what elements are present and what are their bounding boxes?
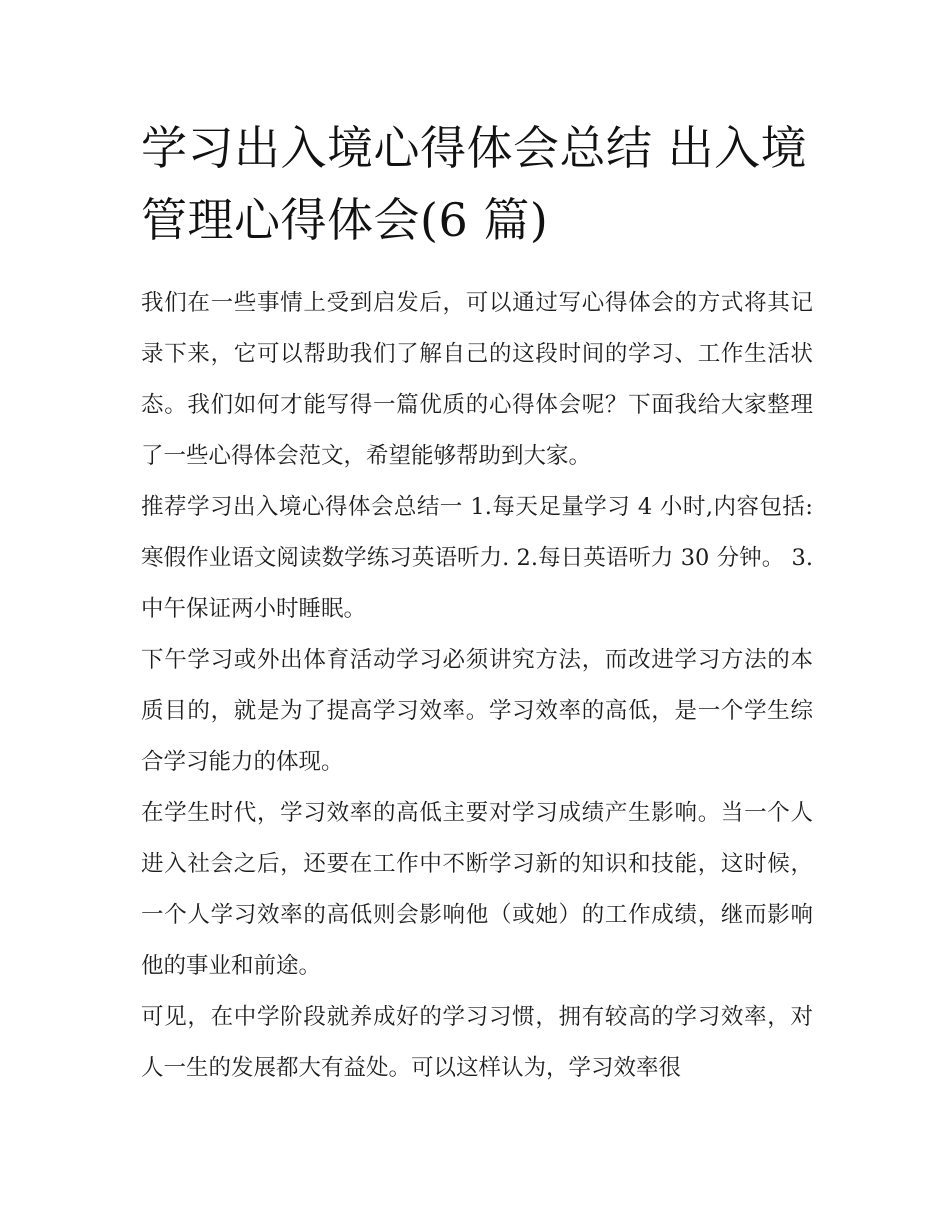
study-efficiency-paragraph: 在学生时代，学习效率的高低主要对学习成绩产生影响。当一个人进入社会之后，还要在工作中不断学习新的知识和技能，这时候，一个人学习效率的高低则会影响他（或她）的工作成绩，继而影响他的事业和前途。 [141,800,813,979]
document-body [141,278,813,1094]
study-plan-paragraph: 推荐学习出入境心得体会总结一 1.每天足量学习 4 小时,内容包括:寒假作业语文阅读数学练习英语听力. 2.每日英语听力 30 分钟。 3.中午保证两小时睡眠。 [141,494,813,622]
study-habits-paragraph: 可见，在中学阶段就养成好的学习习惯，拥有较高的学习效率，对人一生的发展都大有益处。可以这样认为，学习效率很 [141,1004,813,1081]
intro-paragraph: 我们在一些事情上受到启发后，可以通过写心得体会的方式将其记录下来，它可以帮助我们了解自己的这段时间的学习、工作生活状态。我们如何才能写得一篇优质的心得体会呢？下面我给大家整理了一些心得体会范文，希望能够帮助到大家。 [141,290,813,469]
document-title: 学习出入境心得体会总结 出入境管理心得体会(6 篇) [141,121,808,247]
document-content [141,112,813,1094]
study-method-paragraph: 下午学习或外出体育活动学习必须讲究方法，而改进学习方法的本质目的，就是为了提高学习效率。学习效率的高低，是一个学生综合学习能力的体现。 [141,647,813,775]
